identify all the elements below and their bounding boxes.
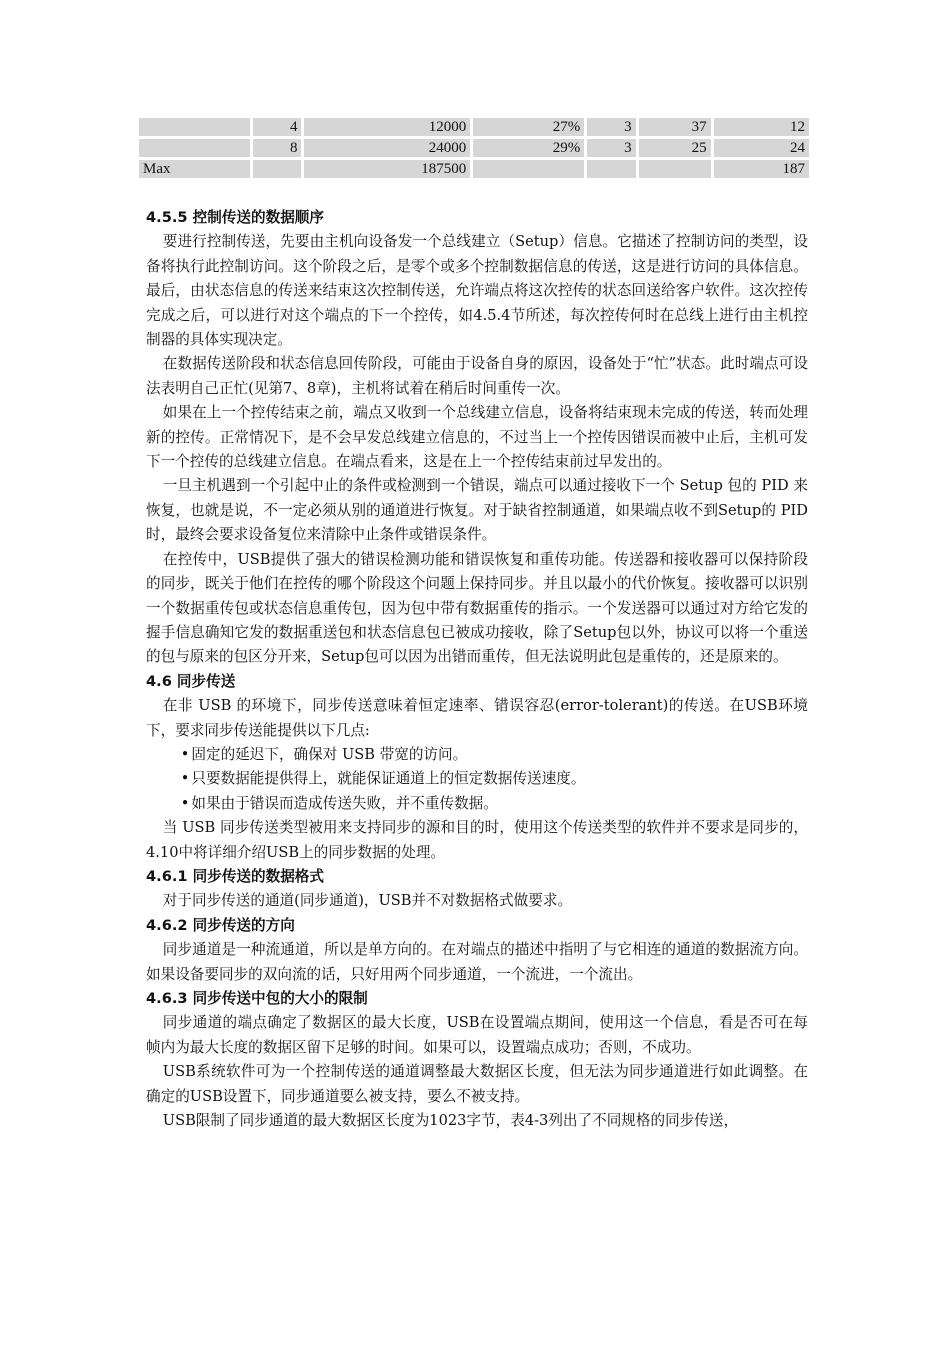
table-cell: 25: [639, 139, 711, 157]
table-cell: [639, 160, 711, 178]
table-cell: [139, 118, 250, 136]
table-cell: 187500: [304, 160, 470, 178]
table-cell: 29%: [473, 139, 584, 157]
table-row: [139, 160, 809, 178]
section-heading-4-6-3: 4.6.3 同步传送中包的大小的限制: [146, 990, 368, 1007]
table-cell: [473, 160, 584, 178]
table-cell: 24000: [304, 139, 470, 157]
data-table: [136, 115, 812, 181]
paragraph: 在非 USB 的环境下，同步传送意味着恒定速率、错误容忍(error-tolerant)的传送。在USB环境下，要求同步传送能提供以下几点:: [146, 697, 808, 739]
paragraph: USB系统软件可为一个控制传送的通道调整最大数据区长度，但无法为同步通道进行如此调整。在确定的USB设置下，同步通道要么被支持，要么不被支持。: [146, 1063, 808, 1105]
document-body: [146, 206, 808, 1133]
paragraph: 当 USB 同步传送类型被用来支持同步的源和目的时，使用这个传送类型的软件并不要求是同步的，4.10中将详细介绍USB上的同步数据的处理。: [146, 819, 808, 861]
paragraph: 一旦主机遇到一个引起中止的条件或检测到一个错误，端点可以通过接收下一个 Setup 包的 PID 来恢复，也就是说，不一定必须从别的通道进行恢复。对于缺省控制通道，如果端点收不到Setup的 PID时，最终会要求设备复位来清除中止条件或错误条件。: [146, 477, 808, 544]
table-cell: 187: [714, 160, 809, 178]
table-cell: 4: [253, 118, 301, 136]
table-cell: 3: [587, 118, 635, 136]
table-cell: 12: [714, 118, 809, 136]
paragraph: 要进行控制传送，先要由主机向设备发一个总线建立（Setup）信息。它描述了控制访问的类型，设备将执行此控制访问。这个阶段之后，是零个或多个控制数据信息的传送，这是进行访问的具体信息。最后，由状态信息的传送来结束这次控制传送，允许端点将这次控传的状态回送给客户软件。这次控传完成之后，可以进行对这个端点的下一个控传，如4.5.4节所述，每次控传何时在总线上进行由主机控制器的具体实现决定。: [146, 233, 808, 349]
bullet-item: • 固定的延迟下，确保对 USB 带宽的访问。: [164, 743, 808, 767]
table-row: [139, 118, 809, 136]
table-cell: 3: [587, 139, 635, 157]
bullet-item: • 只要数据能提供得上，就能保证通道上的恒定数据传送速度。: [164, 767, 808, 791]
bullet-item: • 如果由于错误而造成传送失败，并不重传数据。: [164, 792, 808, 816]
table-cell: Max: [139, 160, 250, 178]
paragraph: 对于同步传送的通道(同步通道)，USB并不对数据格式做要求。: [162, 892, 573, 910]
table-cell: 24: [714, 139, 809, 157]
paragraph: 同步通道的端点确定了数据区的最大长度，USB在设置端点期间，使用这一个信息，看是否可在每帧内为最大长度的数据区留下足够的时间。如果可以，设置端点成功；否则，不成功。: [146, 1014, 808, 1056]
table-cell: 37: [639, 118, 711, 136]
table-row: [139, 139, 809, 157]
section-heading-4-6-1: 4.6.1 同步传送的数据格式: [146, 867, 324, 885]
table-cell: 27%: [473, 118, 584, 136]
section-heading-4-6-2: 4.6.2 同步传送的方向: [146, 916, 295, 934]
paragraph: 在控传中，USB提供了强大的错误检测功能和错误恢复和重传功能。传送器和接收器可以保持阶段的同步，既关于他们在控传的哪个阶段这个问题上保持同步。并且以最小的代价恢复。接收器可以识别一个数据重传包或状态信息重传包，因为包中带有数据重传的指示。一个发送器可以通过对方给它发的握手信息确知它发的数据重送包和状态信息包已被成功接收，除了Setup包以外，协议可以将一个重送的包与原来的包区分开来，Setup包可以因为出错而重传，但无法说明此包是重传的，还是原来的。: [146, 550, 808, 666]
paragraph: USB限制了同步通道的最大数据区长度为1023字节，表4-3列出了不同规格的同步传送，: [162, 1112, 739, 1130]
table-cell: [587, 160, 635, 178]
paragraph: 在数据传送阶段和状态信息回传阶段，可能由于设备自身的原因，设备处于“忙”状态。此时端点可设法表明自己正忙(见第7、8章)，主机将试着在稍后时间重传一次。: [146, 355, 808, 397]
section-heading-4-6: 4.6 同步传送: [146, 672, 236, 690]
table-cell: [253, 160, 301, 178]
paragraph: 如果在上一个控传结束之前，端点又收到一个总线建立信息，设备将结束现未完成的传送，转而处理新的控传。正常情况下，是不会早发总线建立信息的，不过当上一个控传因错误而被中止后，主机可发下一个控传的总线建立信息。在端点看来，这是在上一个控传结束前过早发出的。: [146, 404, 808, 471]
table-cell: [139, 139, 250, 157]
section-heading-4-5-5: 4.5.5 控制传送的数据顺序: [146, 209, 324, 226]
table-cell: 12000: [304, 118, 470, 136]
table-cell: 8: [253, 139, 301, 157]
paragraph: 同步通道是一种流通道，所以是单方向的。在对端点的描述中指明了与它相连的通道的数据流方向。如果设备要同步的双向流的话，只好用两个同步通道，一个流进，一个流出。: [146, 941, 808, 983]
